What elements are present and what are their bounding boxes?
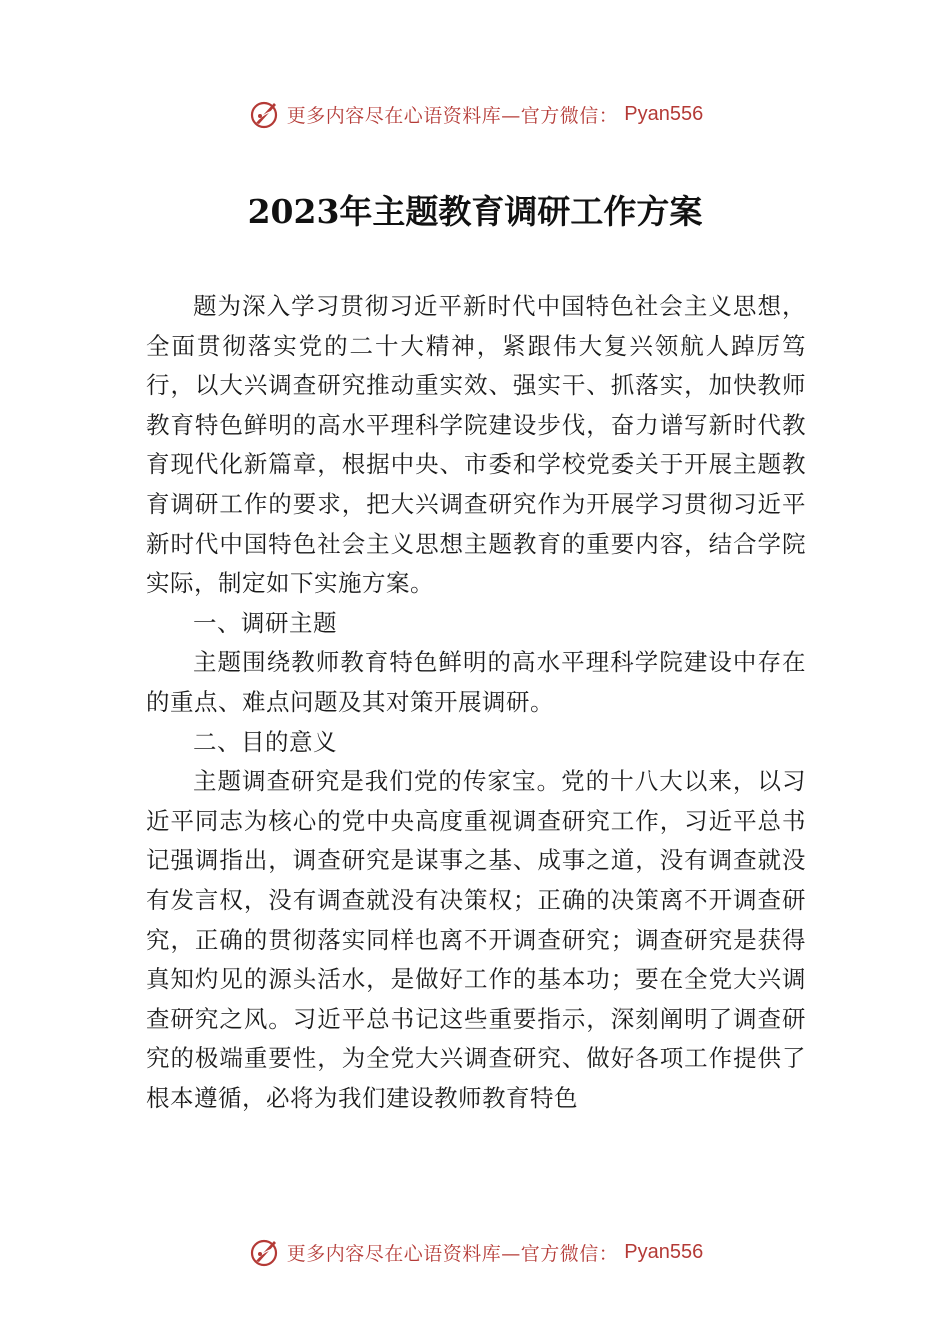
watermark-wechat-id: Pyan556	[624, 102, 704, 125]
document-title: 2023年主题教育调研工作方案	[247, 192, 703, 231]
watermark-wechat-id: Pyan556	[624, 1240, 704, 1263]
quill-pen-in-circle-icon	[247, 1235, 281, 1269]
watermark-text: 更多内容尽在心语资料库—官方微信：	[286, 104, 619, 127]
footer-watermark	[0, 1232, 950, 1272]
quill-pen-in-circle-icon	[247, 97, 281, 131]
section-2-paragraph: 主题调查研究是我们党的传家宝。党的十八大以来，以习近平同志为核心的党中央高度重视调查研究工作，习近平总书记强调指出，调查研究是谋事之基、成事之道，没有调查就没有发言权，没有调查就没有决策权；正确的决策离不开调查研究，正确的贯彻落实同样也离不开调查研究；调查研究是获得真知灼见的源头活水，是做好工作的基本功；要在全党大兴调查研究之风。习近平总书记这些重要指示，深刻阐明了调查研究的极端重要性，为全党大兴调查研究、做好各项工作提供了根本遵循，必将为我们建设教师教育特色	[146, 767, 806, 1112]
header-watermark	[0, 94, 950, 134]
section-1-heading: 一、调研主题	[193, 608, 337, 637]
intro-paragraph: 题为深入学习贯彻习近平新时代中国特色社会主义思想，全面贯彻落实党的二十大精神，紧跟伟大复兴领航人踔厉笃行，以大兴调查研究推动重实效、强实干、抓落实，加快教师教育特色鲜明的高水平理科学院建设步伐，奋力谱写新时代教育现代化新篇章，根据中央、市委和学校党委关于开展主题教育调研工作的要求，把大兴调查研究作为开展学习贯彻习近平新时代中国特色社会主义思想主题教育的重要内容，结合学院实际，制定如下实施方案。	[146, 292, 806, 598]
document-body	[146, 287, 806, 1118]
section-2-heading: 二、目的意义	[193, 727, 337, 756]
section-1-paragraph: 主题围绕教师教育特色鲜明的高水平理科学院建设中存在的重点、难点问题及其对策开展调研。	[146, 648, 806, 716]
watermark-text: 更多内容尽在心语资料库—官方微信：	[286, 1242, 619, 1265]
